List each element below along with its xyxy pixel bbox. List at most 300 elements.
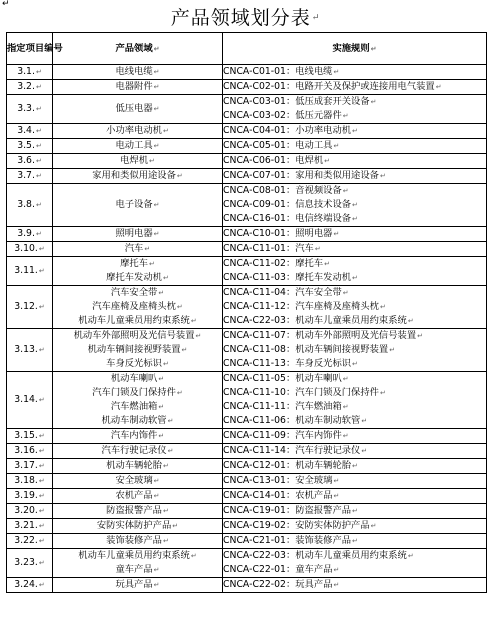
table-row <box>7 139 487 154</box>
paragraph-mark-icon: ↵ <box>153 201 160 209</box>
item-number-text: 3.3. <box>17 103 35 114</box>
rule-text <box>223 169 486 183</box>
paragraph-mark-icon: ↵ <box>361 447 368 455</box>
cell-product-domain <box>53 169 223 184</box>
page-top-mark: ↵ <box>2 0 10 9</box>
rule-value: CNCA-C11-11：汽车燃油箱 <box>223 401 342 412</box>
paragraph-mark-icon: ↵ <box>162 537 169 545</box>
paragraph-mark-icon: ↵ <box>38 447 45 455</box>
product-name-value: 玩具产品 <box>115 579 153 590</box>
rule-text <box>223 124 486 138</box>
product-name-value: 低压电器 <box>115 103 153 114</box>
paragraph-mark-icon: ↵ <box>352 537 358 545</box>
paragraph-mark-icon: ↵ <box>176 389 183 397</box>
product-name-value: 照明电器 <box>115 228 153 239</box>
cell-product-domain <box>53 184 223 227</box>
product-name-value: 童车产品 <box>115 564 153 575</box>
product-name-value: 农机产品 <box>115 490 153 501</box>
item-number-text: 3.23. <box>14 557 38 568</box>
rule-text <box>223 357 486 371</box>
rule-value: CNCA-C22-03：机动车儿童乘员用约束系统 <box>223 550 407 561</box>
product-name-value: 防盗报警产品 <box>106 505 162 516</box>
cell-product-domain <box>53 329 223 372</box>
item-number-text: 3.6. <box>17 155 35 166</box>
rule-value: CNCA-C12-01：机动车辆轮胎 <box>223 460 352 471</box>
rule-value: CNCA-C11-13：车身反光标识 <box>223 358 352 369</box>
cell-product-domain <box>53 519 223 534</box>
rule-text <box>223 386 486 400</box>
cell-product-domain <box>53 534 223 549</box>
table-row <box>7 286 487 329</box>
cell-product-domain <box>53 242 223 257</box>
product-name-value: 机动车儿童乘员用约束系统 <box>78 315 190 326</box>
paragraph-mark-icon: ↵ <box>311 13 320 23</box>
paragraph-mark-icon: ↵ <box>38 581 45 589</box>
paragraph-mark-icon: ↵ <box>35 83 42 91</box>
rule-text <box>223 227 486 241</box>
rule-value: CNCA-C11-06：机动车制动软管 <box>223 415 361 426</box>
paragraph-mark-icon: ↵ <box>38 432 45 440</box>
header-product-domain <box>53 33 223 65</box>
table-row <box>7 549 487 578</box>
header-implementation-rules <box>223 33 487 65</box>
table-row <box>7 372 487 429</box>
cell-product-domain <box>53 429 223 444</box>
cell-implementation-rules <box>223 286 487 329</box>
paragraph-mark-icon: ↵ <box>35 157 42 165</box>
paragraph-mark-icon: ↵ <box>370 98 377 106</box>
paragraph-mark-icon: ↵ <box>158 375 165 383</box>
table-header-row <box>7 33 487 65</box>
cell-product-domain <box>53 80 223 95</box>
paragraph-mark-icon: ↵ <box>370 522 377 530</box>
cell-implementation-rules <box>223 139 487 154</box>
item-number-text: 3.20. <box>14 505 38 516</box>
product-name-value: 机动车喇叭 <box>110 373 158 384</box>
cell-item-number <box>7 227 53 242</box>
cell-implementation-rules <box>223 257 487 286</box>
table-row <box>7 519 487 534</box>
product-name-value: 电子设备 <box>115 199 153 210</box>
paragraph-mark-icon: ↵ <box>379 172 386 180</box>
paragraph-mark-icon: ↵ <box>407 552 414 560</box>
paragraph-mark-icon: ↵ <box>361 417 368 425</box>
cell-implementation-rules <box>223 534 487 549</box>
paragraph-mark-icon: ↵ <box>379 303 386 311</box>
rule-text <box>223 198 486 212</box>
rule-value: CNCA-C11-04：汽车安全带 <box>223 287 342 298</box>
product-name-text <box>53 257 222 271</box>
paragraph-mark-icon: ↵ <box>417 332 423 340</box>
product-name-text <box>53 80 222 94</box>
product-name-text <box>53 534 222 548</box>
product-name-value: 汽车座椅及座椅头枕 <box>92 301 176 312</box>
cell-implementation-rules <box>223 444 487 459</box>
cell-item-number <box>7 459 53 474</box>
item-number-text: 3.11. <box>14 265 38 276</box>
paragraph-mark-icon: ↵ <box>352 462 358 470</box>
rule-value: CNCA-C11-09：汽车内饰件 <box>223 430 342 441</box>
paragraph-mark-icon: ↵ <box>38 267 45 275</box>
rule-text <box>223 343 486 357</box>
cell-product-domain <box>53 474 223 489</box>
rule-text <box>223 80 486 94</box>
rule-value: CNCA-C13-01：安全玻璃 <box>223 475 333 486</box>
product-name-value: 电器附件 <box>115 81 153 92</box>
product-name-text <box>53 414 222 428</box>
paragraph-mark-icon: ↵ <box>370 44 377 53</box>
product-domain-table <box>6 32 487 593</box>
table-row <box>7 444 487 459</box>
paragraph-mark-icon: ↵ <box>352 215 358 223</box>
rule-text <box>223 504 486 518</box>
table-row <box>7 65 487 80</box>
paragraph-mark-icon: ↵ <box>333 68 340 76</box>
paragraph-mark-icon: ↵ <box>342 112 349 120</box>
rule-text <box>223 271 486 285</box>
item-number-text: 3.14. <box>14 394 38 405</box>
product-name-value: 小功率电动机 <box>106 125 162 136</box>
cell-implementation-rules <box>223 429 487 444</box>
cell-item-number <box>7 372 53 429</box>
product-name-text <box>53 227 222 241</box>
paragraph-mark-icon: ↵ <box>158 289 165 297</box>
cell-implementation-rules <box>223 549 487 578</box>
table-row <box>7 329 487 372</box>
rule-value: CNCA-C01-01：电线电缆 <box>223 66 333 77</box>
paragraph-mark-icon: ↵ <box>342 375 349 383</box>
product-name-text <box>53 198 222 212</box>
rule-value: CNCA-C22-03：机动车儿童乘员用约束系统 <box>223 315 407 326</box>
paragraph-mark-icon: ↵ <box>176 303 183 311</box>
rule-text <box>223 563 486 577</box>
table-row <box>7 459 487 474</box>
paragraph-mark-icon: ↵ <box>176 172 183 180</box>
product-name-value: 车身反光标识 <box>106 358 162 369</box>
paragraph-mark-icon: ↵ <box>35 105 42 113</box>
rule-text <box>223 400 486 414</box>
cell-product-domain <box>53 549 223 578</box>
paragraph-mark-icon: ↵ <box>333 566 340 574</box>
product-name-text <box>53 329 222 343</box>
item-number-text: 3.17. <box>14 460 38 471</box>
paragraph-mark-icon: ↵ <box>333 581 340 589</box>
rule-value: CNCA-C11-01：汽车 <box>223 243 314 254</box>
paragraph-mark-icon: ↵ <box>38 396 45 404</box>
rule-value: CNCA-C11-02：摩托车 <box>223 258 324 269</box>
paragraph-mark-icon: ↵ <box>162 360 169 368</box>
cell-item-number <box>7 549 53 578</box>
rule-text <box>223 429 486 443</box>
product-name-value: 汽车 <box>124 243 144 254</box>
rule-text <box>223 474 486 488</box>
rule-text <box>223 372 486 386</box>
paragraph-mark-icon: ↵ <box>38 507 45 515</box>
rule-value: CNCA-C16-01：电信终端设备 <box>223 213 352 224</box>
paragraph-mark-icon: ↵ <box>35 201 42 209</box>
rule-value: CNCA-C19-01：防盗报警产品 <box>223 505 352 516</box>
item-number-text: 3.2. <box>17 81 35 92</box>
paragraph-mark-icon: ↵ <box>38 245 45 253</box>
header-implementation-rules-label: 实施规则 <box>332 42 370 54</box>
table-row <box>7 169 487 184</box>
item-number-text: 3.15. <box>14 430 38 441</box>
table-body <box>7 65 487 593</box>
item-number-text: 3.9. <box>17 228 35 239</box>
product-name-value: 机动车外部照明及光信号装置 <box>73 330 195 341</box>
paragraph-mark-icon: ↵ <box>333 477 340 485</box>
item-number-text: 3.19. <box>14 490 38 501</box>
paragraph-mark-icon: ↵ <box>153 83 160 91</box>
rule-text <box>223 578 486 592</box>
product-name-value: 安防实体防护产品 <box>96 520 172 531</box>
paragraph-mark-icon: ↵ <box>324 260 331 268</box>
cell-product-domain <box>53 124 223 139</box>
paragraph-mark-icon: ↵ <box>158 432 165 440</box>
paragraph-mark-icon: ↵ <box>153 581 160 589</box>
paragraph-mark-icon: ↵ <box>435 83 442 91</box>
rule-value: CNCA-C07-01：家用和类似用途设备 <box>223 170 379 181</box>
cell-product-domain <box>53 154 223 169</box>
paragraph-mark-icon: ↵ <box>314 245 321 253</box>
cell-product-domain <box>53 65 223 80</box>
rule-value: CNCA-C03-02：低压元器件 <box>223 110 342 121</box>
product-name-text <box>53 343 222 357</box>
item-number-text: 3.5. <box>17 140 35 151</box>
rule-value: CNCA-C10-01：照明电器 <box>223 228 333 239</box>
paragraph-mark-icon: ↵ <box>35 172 42 180</box>
cell-implementation-rules <box>223 372 487 429</box>
rule-text <box>223 257 486 271</box>
item-number-text: 3.24. <box>14 579 38 590</box>
rule-value: CNCA-C19-02：安防实体防护产品 <box>223 520 370 531</box>
document-title-text: 产品领域划分表 <box>170 7 311 29</box>
paragraph-mark-icon: ↵ <box>38 559 45 567</box>
header-item-number <box>7 33 63 65</box>
rule-text <box>223 212 486 226</box>
paragraph-mark-icon: ↵ <box>38 303 45 311</box>
product-name-text <box>53 242 222 256</box>
rule-text <box>223 184 486 198</box>
paragraph-mark-icon: ↵ <box>352 127 358 135</box>
rule-text <box>223 300 486 314</box>
product-name-text <box>53 444 222 458</box>
product-name-value: 汽车燃油箱 <box>110 401 158 412</box>
product-name-text <box>53 386 222 400</box>
product-name-text <box>53 519 222 533</box>
paragraph-mark-icon: ↵ <box>35 142 42 150</box>
paragraph-mark-icon: ↵ <box>153 230 160 238</box>
paragraph-mark-icon: ↵ <box>352 507 358 515</box>
product-name-text <box>53 504 222 518</box>
product-name-text <box>53 314 222 328</box>
paragraph-mark-icon: ↵ <box>38 477 45 485</box>
product-name-value: 机动车辆轮胎 <box>106 460 162 471</box>
paragraph-mark-icon: ↵ <box>342 403 349 411</box>
product-name-text <box>53 154 222 168</box>
cell-item-number <box>7 534 53 549</box>
item-number-text: 3.10. <box>14 243 38 254</box>
item-number-text: 3.4. <box>17 125 35 136</box>
cell-item-number <box>7 184 53 227</box>
product-name-value: 机动车制动软管 <box>101 415 167 426</box>
product-name-text <box>53 459 222 473</box>
product-name-text <box>53 372 222 386</box>
product-name-value: 汽车内饰件 <box>110 430 158 441</box>
cell-item-number <box>7 474 53 489</box>
rule-value: CNCA-C09-01：信息技术设备 <box>223 199 352 210</box>
rule-value: CNCA-C11-03：摩托车发动机 <box>223 272 352 283</box>
cell-product-domain <box>53 489 223 504</box>
product-name-value: 安全玻璃 <box>115 475 153 486</box>
rule-text <box>223 314 486 328</box>
paragraph-mark-icon: ↵ <box>352 201 358 209</box>
cell-implementation-rules <box>223 578 487 593</box>
product-name-value: 汽车安全带 <box>110 287 158 298</box>
rule-text <box>223 414 486 428</box>
paragraph-mark-icon: ↵ <box>153 142 160 150</box>
cell-implementation-rules <box>223 459 487 474</box>
paragraph-mark-icon: ↵ <box>333 230 340 238</box>
product-name-value: 摩托车发动机 <box>106 272 162 283</box>
item-number-text: 3.21. <box>14 520 38 531</box>
table-row <box>7 242 487 257</box>
product-name-text <box>53 400 222 414</box>
paragraph-mark-icon: ↵ <box>162 127 169 135</box>
rule-value: CNCA-C11-10：汽车门锁及门保持件 <box>223 387 379 398</box>
cell-product-domain <box>53 459 223 474</box>
rule-text <box>223 65 486 79</box>
rule-value: CNCA-C11-08：机动车辆间接视野装置 <box>223 344 389 355</box>
cell-product-domain <box>53 578 223 593</box>
table-row <box>7 95 487 124</box>
cell-item-number <box>7 65 53 80</box>
rule-text <box>223 534 486 548</box>
item-number-text: 3.7. <box>17 170 35 181</box>
paragraph-mark-icon: ↵ <box>162 274 169 282</box>
rule-value: CNCA-C03-01：低压成套开关设备 <box>223 96 370 107</box>
product-name-value: 摩托车 <box>120 258 149 269</box>
paragraph-mark-icon: ↵ <box>153 477 160 485</box>
rule-value: CNCA-C14-01：农机产品 <box>223 490 333 501</box>
cell-product-domain <box>53 286 223 329</box>
paragraph-mark-icon: ↵ <box>153 105 160 113</box>
paragraph-mark-icon: ↵ <box>38 537 45 545</box>
cell-implementation-rules <box>223 184 487 227</box>
rule-value: CNCA-C06-01：电焊机 <box>223 155 324 166</box>
paragraph-mark-icon: ↵ <box>153 566 160 574</box>
product-name-text <box>53 429 222 443</box>
product-name-text <box>53 124 222 138</box>
product-name-text <box>53 549 222 563</box>
paragraph-mark-icon: ↵ <box>407 317 414 325</box>
paragraph-mark-icon: ↵ <box>153 68 160 76</box>
table-row <box>7 429 487 444</box>
item-number-text: 3.12. <box>14 301 38 312</box>
product-name-text <box>53 357 222 371</box>
rule-text <box>223 139 486 153</box>
product-name-value: 电焊机 <box>120 155 149 166</box>
table-row <box>7 504 487 519</box>
cell-item-number <box>7 124 53 139</box>
item-number-text: 3.13. <box>14 344 38 355</box>
cell-implementation-rules <box>223 154 487 169</box>
paragraph-mark-icon: ↵ <box>35 230 42 238</box>
table-row <box>7 227 487 242</box>
cell-product-domain <box>53 444 223 459</box>
rule-text <box>223 286 486 300</box>
paragraph-mark-icon: ↵ <box>35 127 42 135</box>
cell-item-number <box>7 429 53 444</box>
rule-value: CNCA-C11-14：汽车行驶记录仪 <box>223 445 361 456</box>
table-row <box>7 534 487 549</box>
product-name-value: 电动工具 <box>115 140 153 151</box>
product-name-text <box>53 474 222 488</box>
cell-implementation-rules <box>223 95 487 124</box>
product-name-text <box>53 578 222 592</box>
paragraph-mark-icon: ↵ <box>162 462 169 470</box>
item-number-text: 3.1. <box>17 66 35 77</box>
item-number-text: 3.22. <box>14 535 38 546</box>
paragraph-mark-icon: ↵ <box>342 432 349 440</box>
cell-item-number <box>7 242 53 257</box>
rule-text <box>223 329 486 343</box>
cell-product-domain <box>53 372 223 429</box>
paragraph-mark-icon: ↵ <box>324 157 331 165</box>
rule-text <box>223 519 486 533</box>
product-name-text <box>53 169 222 183</box>
paragraph-mark-icon: ↵ <box>158 403 165 411</box>
paragraph-mark-icon: ↵ <box>38 346 45 354</box>
product-name-value: 汽车门锁及门保持件 <box>92 387 176 398</box>
cell-implementation-rules <box>223 80 487 95</box>
cell-implementation-rules <box>223 169 487 184</box>
rule-text <box>223 242 486 256</box>
header-item-number-label: 指定项目编号 <box>7 42 63 54</box>
paragraph-mark-icon: ↵ <box>149 260 155 268</box>
document-title <box>0 5 490 31</box>
item-number-text: 3.16. <box>14 445 38 456</box>
paragraph-mark-icon: ↵ <box>153 492 160 500</box>
paragraph-mark-icon: ↵ <box>333 142 340 150</box>
table-row <box>7 80 487 95</box>
cell-implementation-rules <box>223 474 487 489</box>
cell-implementation-rules <box>223 227 487 242</box>
product-name-text <box>53 271 222 285</box>
cell-item-number <box>7 139 53 154</box>
product-name-text <box>53 286 222 300</box>
paragraph-mark-icon: ↵ <box>342 289 349 297</box>
table-row <box>7 154 487 169</box>
paragraph-mark-icon: ↵ <box>35 68 42 76</box>
table-row <box>7 489 487 504</box>
cell-item-number <box>7 329 53 372</box>
item-number-text: 3.18. <box>14 475 38 486</box>
rule-value: CNCA-C04-01：小功率电动机 <box>223 125 352 136</box>
product-name-text <box>53 102 222 116</box>
rule-value: CNCA-C02-01：电路开关及保护或连接用电气装置 <box>223 81 435 92</box>
rule-value: CNCA-C08-01：音视频设备 <box>223 185 342 196</box>
cell-product-domain <box>53 227 223 242</box>
product-name-text <box>53 65 222 79</box>
paragraph-mark-icon: ↵ <box>38 462 45 470</box>
paragraph-mark-icon: ↵ <box>333 492 340 500</box>
paragraph-mark-icon: ↵ <box>352 360 358 368</box>
cell-item-number <box>7 444 53 459</box>
rule-value: CNCA-C21-01：装饰装修产品 <box>223 535 352 546</box>
cell-implementation-rules <box>223 504 487 519</box>
table-row <box>7 124 487 139</box>
